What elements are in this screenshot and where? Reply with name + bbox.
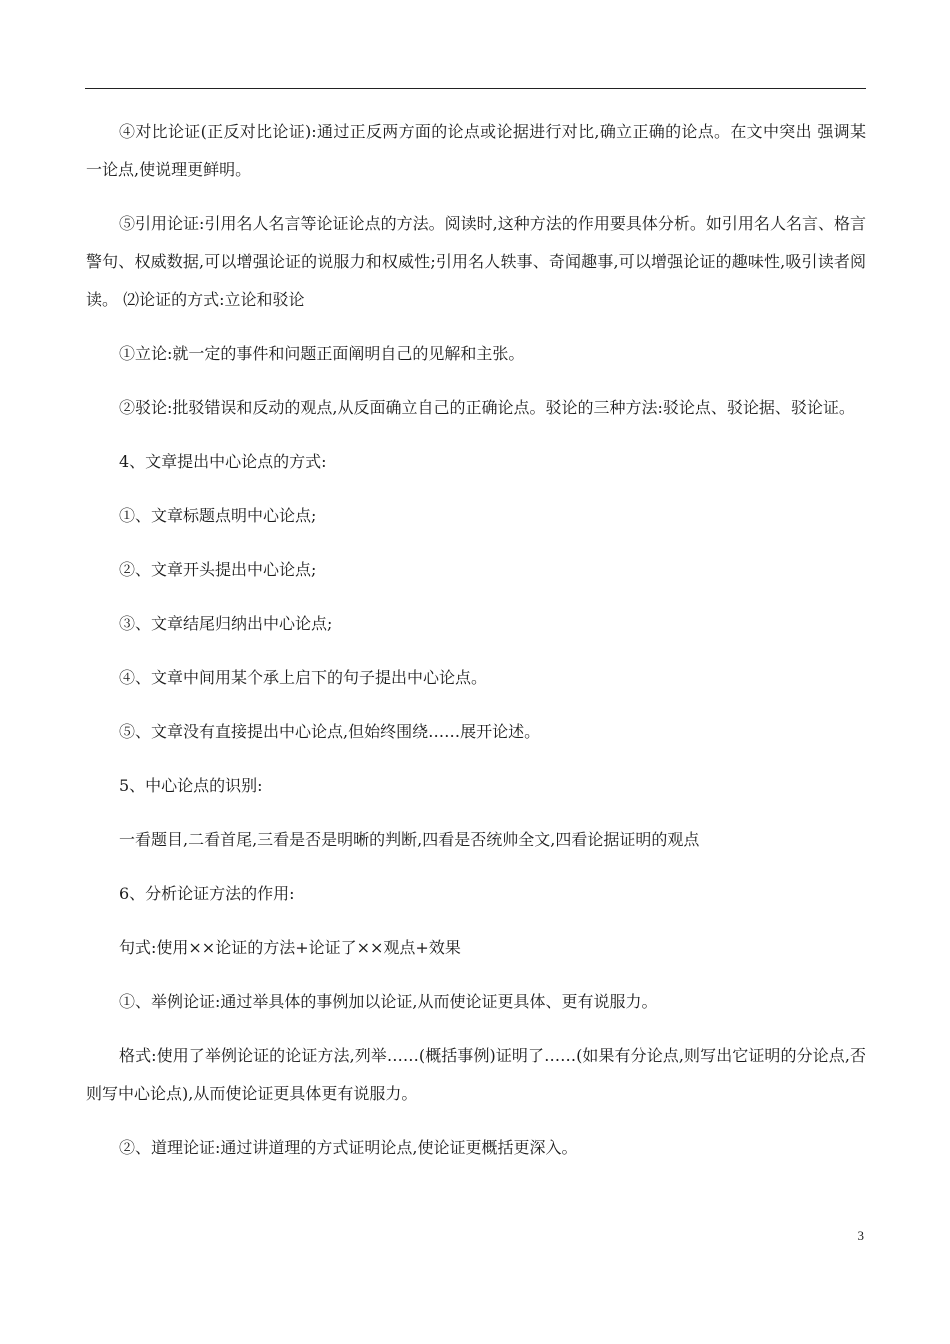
heading-argument-method-effects: 6、分析论证方法的作用: <box>119 884 295 903</box>
paragraph-sentence-pattern: 句式:使用××论证的方法+论证了××观点+效果 <box>119 938 461 957</box>
list-item: ③、文章结尾归纳出中心论点; <box>119 614 333 633</box>
paragraph-contrast-argument: ④对比论证(正反对比论证):通过正反两方面的论点或论据进行对比,确立正确的论点。在文中突出 强调某一论点,使说理更鲜明。 <box>86 122 866 179</box>
page-number: 3 <box>857 1228 864 1243</box>
heading-thesis-identification: 5、中心论点的识别: <box>119 776 263 795</box>
paragraph-refutation: ②驳论:批驳错误和反动的观点,从反面确立自己的正确论点。驳论的三种方法:驳论点、驳论据、驳论证。 <box>119 398 855 417</box>
paragraph-identification-tips: 一看题目,二看首尾,三看是否是明晰的判断,四看是否统帅全文,四看论据证明的观点 <box>119 830 700 849</box>
header-rule <box>85 88 866 89</box>
document-body <box>86 113 866 1183</box>
list-item: ①、文章标题点明中心论点; <box>119 506 317 525</box>
paragraph-citation-argument: ⑤引用论证:引用名人名言等论证论点的方法。阅读时,这种方法的作用要具体分析。如引用名人名言、格言警句、权威数据,可以增强论证的说服力和权威性;引用名人轶事、奇闻趣事,可以增强论证的趣味性,吸引读者阅读。 ⑵论证的方式:立论和驳论 <box>86 214 866 309</box>
list-item: ②、文章开头提出中心论点; <box>119 560 317 579</box>
list-item: ④、文章中间用某个承上启下的句子提出中心论点。 <box>119 668 488 687</box>
heading-central-thesis-methods: 4、文章提出中心论点的方式: <box>119 452 327 471</box>
paragraph-example-argument: ①、举例论证:通过举具体的事例加以论证,从而使论证更具体、更有说服力。 <box>119 992 658 1011</box>
paragraph-establish-argument: ①立论:就一定的事件和问题正面阐明自己的见解和主张。 <box>119 344 525 363</box>
paragraph-reasoning-argument: ②、道理论证:通过讲道理的方式证明论点,使论证更概括更深入。 <box>119 1138 578 1157</box>
list-item: ⑤、文章没有直接提出中心论点,但始终围绕……展开论述。 <box>119 722 541 741</box>
paragraph-format: 格式:使用了举例论证的论证方法,列举……(概括事例)证明了……(如果有分论点,则写出它证明的分论点,否则写中心论点),从而使论证更具体更有说服力。 <box>86 1046 866 1103</box>
